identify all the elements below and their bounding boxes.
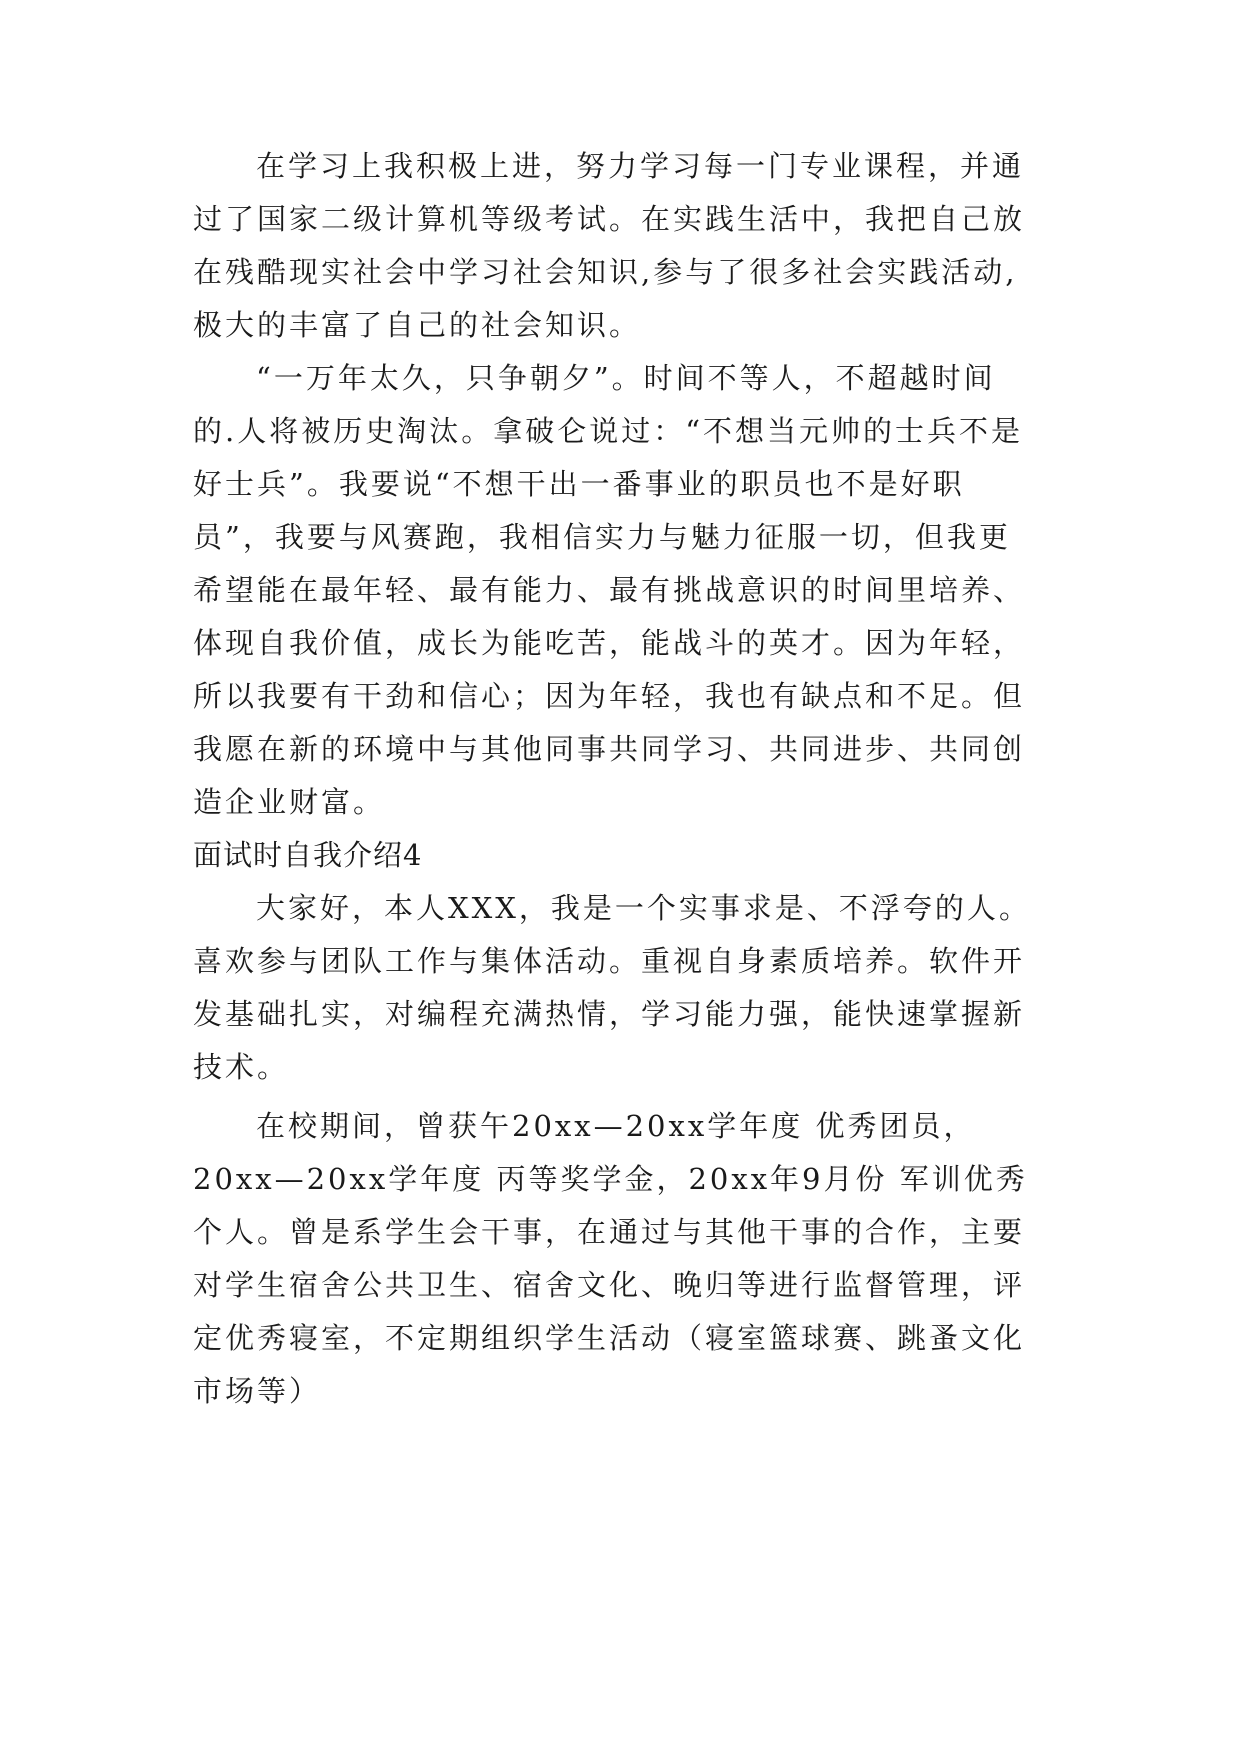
paragraph-2-line-7: 所以我要有干劲和信心；因为年轻，我也有缺点和不足。但 <box>193 679 1026 713</box>
paragraph-4-line-2: 20xx—20xx学年度 丙等奖学金，20xx年9月份 军训优秀 <box>193 1162 1028 1196</box>
paragraph-3-line-2: 喜欢参与团队工作与集体活动。重视自身素质培养。软件开 <box>193 944 1026 978</box>
paragraph-4-line-3: 个人。曾是系学生会干事，在通过与其他干事的合作，主要 <box>193 1215 1026 1249</box>
paragraph-3-line-4: 技术。 <box>193 1050 290 1084</box>
paragraph-4-line-5: 定优秀寝室，不定期组织学生活动（寝室篮球赛、跳蚤文化 <box>193 1321 1026 1355</box>
paragraph-1-line-1: 在学习上我积极上进，努力学习每一门专业课程，并通 <box>256 149 1025 183</box>
paragraph-4-line-4: 对学生宿舍公共卫生、宿舍文化、晚归等进行监督管理，评 <box>193 1268 1026 1302</box>
paragraph-2-line-5: 希望能在最年轻、最有能力、最有挑战意识的时间里培养、 <box>193 573 1026 607</box>
paragraph-1-line-3: 在残酷现实社会中学习社会知识,参与了很多社会实践活动, <box>193 255 1018 289</box>
paragraph-2-line-2: 的.人将被历史淘汰。拿破仑说过：“不想当元帅的士兵不是 <box>193 414 1024 448</box>
paragraph-1-line-4: 极大的丰富了自己的社会知识。 <box>193 308 642 342</box>
paragraph-2-line-4: 员”，我要与风赛跑，我相信实力与魅力征服一切，但我更 <box>193 520 1011 554</box>
paragraph-4-line-6: 市场等） <box>193 1374 322 1408</box>
paragraph-2-line-3: 好士兵”。我要说“不想干出一番事业的职员也不是好职 <box>193 467 965 501</box>
paragraph-3-line-1: 大家好，本人XXX，我是一个实事求是、不浮夸的人。 <box>256 891 1031 925</box>
paragraph-4-line-1: 在校期间，曾获午20xx—20xx学年度 优秀团员， <box>256 1109 976 1143</box>
paragraph-1-line-2: 过了国家二级计算机等级考试。在实践生活中，我把自己放 <box>193 202 1026 236</box>
section-heading: 面试时自我介绍4 <box>193 838 423 872</box>
paragraph-3-line-3: 发基础扎实，对编程充满热情，学习能力强，能快速掌握新 <box>193 997 1026 1031</box>
paragraph-2-line-8: 我愿在新的环境中与其他同事共同学习、共同进步、共同创 <box>193 732 1026 766</box>
paragraph-2-line-1: “一万年太久，只争朝夕”。时间不等人，不超越时间 <box>256 361 996 395</box>
paragraph-2-line-9: 造企业财富。 <box>193 785 386 819</box>
paragraph-2-line-6: 体现自我价值，成长为能吃苦，能战斗的英才。因为年轻， <box>193 626 1026 660</box>
